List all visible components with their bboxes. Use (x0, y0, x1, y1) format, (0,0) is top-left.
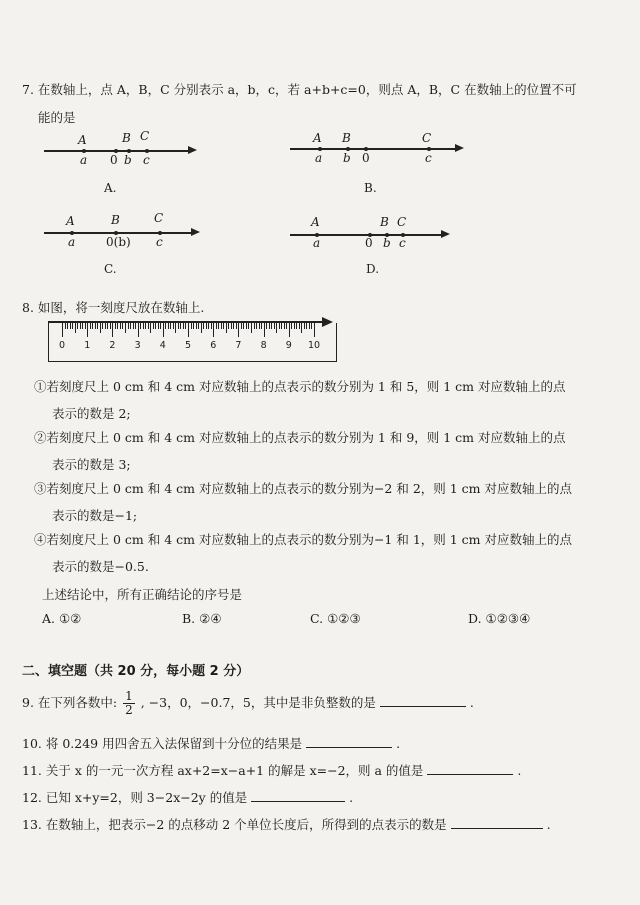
ruler-tick (128, 323, 129, 329)
ruler-tick (70, 323, 71, 329)
q10 (22, 734, 400, 752)
q7-c-label-C: C (154, 211, 164, 225)
ruler-tick (213, 323, 214, 337)
ruler-tick (216, 323, 217, 329)
ruler-number: 0 (59, 340, 66, 351)
ruler-tick (264, 323, 265, 337)
q9-pre: 9. 在下列各数中: (22, 695, 118, 710)
q7-b-label-C: C (422, 131, 432, 145)
q8-choice-a: A. ①② (42, 611, 82, 626)
ruler-tick (145, 323, 146, 329)
ruler-tick (279, 323, 280, 329)
ruler-number: 8 (260, 340, 267, 351)
ruler-tick (311, 323, 312, 329)
ruler-tick (306, 323, 307, 329)
q7-c-val-0b: 0(b) (106, 235, 131, 249)
q7-stem-line2: 能的是 (38, 110, 76, 125)
q7-d-val-a: a (313, 236, 321, 250)
ruler-tick (286, 323, 287, 329)
ruler-tick (102, 323, 103, 329)
ruler-tick (135, 323, 136, 329)
ruler-tick (271, 323, 272, 329)
q13-text: 13. 在数轴上，把表示−2 的点移动 2 个单位长度后，所得到的点表示的数是 (22, 817, 447, 832)
q13-answer-blank[interactable] (451, 816, 543, 829)
ruler-tick (148, 323, 149, 329)
q7-b-val-a: a (315, 151, 323, 165)
ruler-tick (191, 323, 192, 329)
q9-post: , −3，0，−0.7，5，其中是非负整数的是 (140, 695, 376, 710)
ruler-tick (77, 323, 78, 329)
q7-a-val-c: c (143, 153, 150, 167)
ruler-tick (233, 323, 234, 329)
ruler-tick (72, 323, 73, 329)
q9-frac-num: 1 (125, 689, 133, 703)
ruler-tick (221, 323, 222, 329)
ruler-tick (125, 323, 126, 333)
ruler-tick (75, 323, 76, 333)
ruler-tick (163, 323, 164, 337)
ruler-tick (82, 323, 83, 329)
ruler-number: 7 (235, 340, 242, 351)
ruler-tick (107, 323, 108, 329)
ruler-tick (185, 323, 186, 329)
ruler-tick (261, 323, 262, 329)
ruler-tick (243, 323, 244, 329)
ruler-tick (85, 323, 86, 329)
ruler-number: 3 (134, 340, 141, 351)
ruler-tick (301, 323, 302, 333)
ruler-tick (309, 323, 310, 329)
q13-end: . (546, 817, 551, 832)
ruler-tick (140, 323, 141, 329)
q7-d-label-A: A (311, 215, 320, 229)
q7-option-a-label: A. (104, 181, 117, 195)
ruler-tick (90, 323, 91, 329)
ruler-tick (228, 323, 229, 329)
ruler-number: 9 (285, 340, 292, 351)
ruler-tick (211, 323, 212, 329)
ruler-tick (281, 323, 282, 329)
q8-statement-1a: ①若刻度尺上 0 cm 和 4 cm 对应数轴上的点表示的数分别为 1 和 5，则 1 cm 对应数轴上的点 (34, 379, 566, 394)
ruler-tick (112, 323, 113, 337)
ruler-tick (130, 323, 131, 329)
ruler-tick (193, 323, 194, 329)
q9-answer-blank[interactable] (380, 694, 466, 707)
ruler-tick (67, 323, 68, 329)
ruler-tick (122, 323, 123, 329)
q7-a-val-b: b (124, 153, 132, 167)
ruler-tick (284, 323, 285, 329)
ruler-tick (105, 323, 106, 329)
ruler-tick (223, 323, 224, 329)
ruler-tick (248, 323, 249, 329)
ruler-tick (198, 323, 199, 329)
ruler-tick (95, 323, 96, 329)
ruler-tick (165, 323, 166, 329)
ruler-tick (138, 323, 139, 337)
ruler-tick (208, 323, 209, 329)
q7-a-val-a: a (80, 153, 88, 167)
ruler-tick (143, 323, 144, 329)
q8-statement-4b: 表示的数是−0.5. (52, 559, 149, 574)
q8-ask: 上述结论中，所有正确结论的序号是 (42, 587, 243, 602)
q11 (22, 761, 521, 779)
ruler-tick (251, 323, 252, 333)
ruler-tick (120, 323, 121, 329)
ruler-tick (196, 323, 197, 329)
ruler-tick (296, 323, 297, 329)
ruler-tick (238, 323, 239, 337)
q10-end: . (396, 736, 401, 751)
q7-d-val-c: c (399, 236, 406, 250)
q7-a-label-A: A (78, 133, 87, 147)
q12-text: 12. 已知 x+y=2，则 3−2x−2y 的值是 (22, 790, 248, 805)
ruler-tick (87, 323, 88, 337)
ruler-number: 10 (308, 340, 321, 351)
ruler-number: 4 (159, 340, 166, 351)
ruler-tick (160, 323, 161, 329)
q8-statement-4a: ④若刻度尺上 0 cm 和 4 cm 对应数轴上的点表示的数分别为−1 和 1，则 1 cm 对应数轴上的点 (34, 532, 573, 547)
q7-b-label-A: A (313, 131, 322, 145)
q7-a-label-C: C (140, 129, 150, 143)
q7-b-label-B: B (342, 131, 351, 145)
q7-a-val-0: 0 (110, 153, 118, 167)
q10-text: 10. 将 0.249 用四舍五入法保留到十分位的结果是 (22, 736, 303, 751)
ruler-tick (304, 323, 305, 329)
q7-c-val-c: c (156, 235, 163, 249)
ruler-tick (294, 323, 295, 329)
q12-end: . (349, 790, 354, 805)
ruler-tick (117, 323, 118, 329)
q10-answer-blank[interactable] (306, 735, 392, 748)
ruler-number: 2 (109, 340, 116, 351)
ruler-tick (291, 323, 292, 329)
ruler-tick (183, 323, 184, 329)
ruler-tick (150, 323, 151, 333)
ruler-tick (206, 323, 207, 329)
q11-text: 11. 关于 x 的一元一次方程 ax+2=x−a+1 的解是 x=−2，则 a 的值是 (22, 763, 424, 778)
q8-statement-2a: ②若刻度尺上 0 cm 和 4 cm 对应数轴上的点表示的数分别为 1 和 9，则 1 cm 对应数轴上的点 (34, 430, 566, 445)
q8-stem: 8. 如图，将一刻度尺放在数轴上. (22, 300, 205, 315)
q12 (22, 788, 353, 806)
ruler-tick (158, 323, 159, 329)
section-2-title: 二、填空题（共 20 分，每小题 2 分） (22, 664, 250, 679)
ruler-tick (274, 323, 275, 329)
ruler-tick (289, 323, 290, 337)
ruler-tick (276, 323, 277, 333)
q7-b-val-c: c (425, 151, 432, 165)
q12-answer-blank[interactable] (251, 789, 345, 802)
q7-c-val-a: a (68, 235, 76, 249)
ruler-number: 6 (210, 340, 217, 351)
ruler-tick (97, 323, 98, 329)
q7-option-b-label: B. (364, 181, 377, 195)
ruler-tick (155, 323, 156, 329)
ruler-tick (175, 323, 176, 333)
q7-a-label-B: B (122, 131, 131, 145)
q7-d-val-0: 0 (365, 236, 373, 250)
ruler-tick (256, 323, 257, 329)
ruler-tick (254, 323, 255, 329)
ruler-tick (62, 323, 63, 337)
ruler-tick (269, 323, 270, 329)
ruler-tick (92, 323, 93, 329)
ruler-tick (168, 323, 169, 329)
q8-choice-b: B. ②④ (182, 611, 222, 626)
ruler-tick (314, 323, 315, 337)
ruler-tick (100, 323, 101, 333)
ruler-number: 1 (84, 340, 91, 351)
q8-statement-2b: 表示的数是 3; (52, 457, 131, 472)
ruler-tick (241, 323, 242, 329)
q11-end: . (517, 763, 522, 778)
ruler-number: 5 (185, 340, 192, 351)
q7-stem-line1: 7. 在数轴上，点 A，B，C 分别表示 a，b，c，若 a+b+c=0，则点 A，B，C 在数轴上的位置不可 (22, 82, 577, 97)
q7-c-label-A: A (66, 214, 75, 228)
q7-d-val-b: b (383, 236, 391, 250)
q7-b-val-b: b (343, 151, 351, 165)
q8-statement-3a: ③若刻度尺上 0 cm 和 4 cm 对应数轴上的点表示的数分别为−2 和 2，则 1 cm 对应数轴上的点 (34, 481, 573, 496)
q13 (22, 815, 551, 833)
ruler-tick (178, 323, 179, 329)
ruler-tick (201, 323, 202, 333)
ruler-tick (80, 323, 81, 329)
ruler-tick (110, 323, 111, 329)
ruler-tick (65, 323, 66, 329)
q9-end: . (469, 695, 474, 710)
q8-choice-c: C. ①②③ (310, 611, 361, 626)
q7-d-label-B: B (380, 215, 389, 229)
ruler-tick (266, 323, 267, 329)
ruler-tick (218, 323, 219, 329)
q7-option-d-label: D. (366, 262, 380, 276)
ruler-tick (299, 323, 300, 329)
ruler-tick (231, 323, 232, 329)
ruler-tick (259, 323, 260, 329)
ruler-tick (170, 323, 171, 329)
q7-d-label-C: C (397, 215, 407, 229)
ruler-tick (226, 323, 227, 333)
ruler-tick (133, 323, 134, 329)
q9 (22, 690, 474, 717)
q8-statement-3b: 表示的数是−1; (52, 508, 138, 523)
ruler-tick (246, 323, 247, 329)
q9-fraction (123, 690, 135, 717)
q9-frac-den: 2 (125, 703, 133, 717)
ruler-tick (203, 323, 204, 329)
ruler-tick (236, 323, 237, 329)
ruler-tick (188, 323, 189, 337)
q8-statement-1b: 表示的数是 2; (52, 406, 131, 421)
ruler-tick (153, 323, 154, 329)
q7-c-label-B: B (111, 213, 120, 227)
q11-answer-blank[interactable] (427, 762, 513, 775)
q8-choice-d: D. ①②③④ (468, 611, 531, 626)
ruler-tick (115, 323, 116, 329)
ruler-tick (180, 323, 181, 329)
q7-option-c-label: C. (104, 262, 117, 276)
q7-b-val-0: 0 (362, 151, 370, 165)
ruler-tick (173, 323, 174, 329)
